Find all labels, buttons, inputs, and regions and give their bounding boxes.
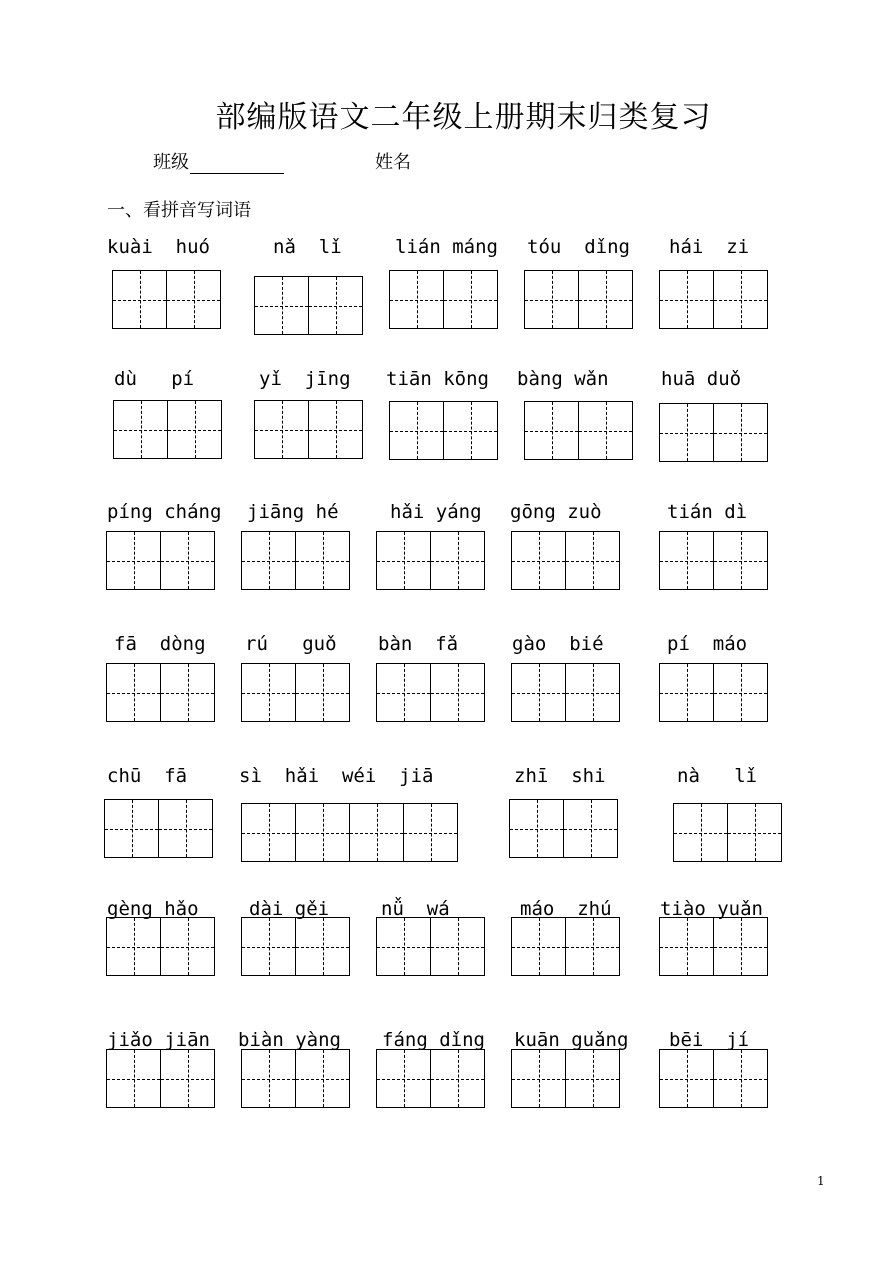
writing-grid[interactable]: [659, 270, 768, 329]
character-cell[interactable]: [168, 400, 222, 459]
pinyin-label: huā duǒ: [661, 368, 742, 390]
character-cell[interactable]: [242, 917, 296, 976]
writing-grid[interactable]: [241, 531, 350, 590]
writing-grid[interactable]: [511, 917, 620, 976]
character-cell[interactable]: [431, 663, 485, 722]
writing-grid[interactable]: [659, 1049, 768, 1108]
pinyin-label: rú guǒ: [245, 633, 337, 655]
character-cell[interactable]: [167, 270, 221, 329]
character-cell[interactable]: [579, 401, 633, 460]
pinyin-label: nà lǐ: [677, 765, 758, 787]
character-cell[interactable]: [431, 1049, 485, 1108]
character-cell[interactable]: [674, 803, 728, 862]
pinyin-label: jiǎo jiān: [107, 1029, 210, 1051]
character-cell[interactable]: [444, 270, 498, 329]
pinyin-label: fā dòng: [114, 633, 206, 655]
writing-grid[interactable]: [106, 917, 215, 976]
character-cell[interactable]: [296, 803, 350, 862]
pinyin-label: kuài huó: [107, 236, 210, 258]
class-blank[interactable]: [190, 155, 284, 174]
character-cell[interactable]: [377, 917, 431, 976]
character-cell[interactable]: [161, 917, 215, 976]
character-cell[interactable]: [510, 799, 564, 858]
writing-grid[interactable]: [113, 400, 222, 459]
character-cell[interactable]: [404, 803, 458, 862]
character-cell[interactable]: [107, 1049, 161, 1108]
page-title: 部编版语文二年级上册期末归类复习: [215, 100, 712, 135]
character-cell[interactable]: [105, 799, 159, 858]
pinyin-label: gōng zuò: [510, 501, 602, 523]
writing-grid[interactable]: [106, 663, 215, 722]
writing-grid[interactable]: [524, 270, 633, 329]
character-cell[interactable]: [377, 663, 431, 722]
pinyin-label: hǎi yáng: [390, 501, 482, 523]
character-cell[interactable]: [525, 401, 579, 460]
character-cell[interactable]: [566, 1049, 620, 1108]
writing-grid[interactable]: [241, 917, 350, 976]
writing-grid[interactable]: [389, 270, 498, 329]
character-cell[interactable]: [296, 663, 350, 722]
pinyin-label: bàng wǎn: [517, 368, 609, 390]
character-cell[interactable]: [660, 1049, 714, 1108]
pinyin-label: nǚ wá: [381, 898, 450, 920]
pinyin-label: pí máo: [667, 633, 748, 655]
character-cell[interactable]: [390, 401, 444, 460]
pinyin-label: zhī shi: [514, 765, 606, 787]
pinyin-label: hái zi: [669, 236, 750, 258]
character-cell[interactable]: [107, 663, 161, 722]
character-cell[interactable]: [114, 400, 168, 459]
pinyin-label: kuān guǎng: [514, 1029, 629, 1051]
character-cell[interactable]: [107, 531, 161, 590]
class-field: [153, 148, 284, 174]
writing-grid[interactable]: [659, 917, 768, 976]
writing-grid[interactable]: [673, 803, 782, 862]
pinyin-label: gào bié: [512, 633, 604, 655]
character-cell[interactable]: [309, 400, 363, 459]
character-cell[interactable]: [714, 270, 768, 329]
pinyin-label: máo zhú: [520, 898, 612, 920]
character-cell[interactable]: [579, 270, 633, 329]
writing-grid[interactable]: [376, 531, 485, 590]
writing-grid[interactable]: [376, 917, 485, 976]
character-cell[interactable]: [512, 1049, 566, 1108]
writing-grid[interactable]: [254, 276, 363, 335]
pinyin-label: tóu dǐng: [527, 236, 630, 258]
character-cell[interactable]: [255, 400, 309, 459]
writing-grid[interactable]: [389, 401, 498, 460]
pinyin-label: sì hǎi wéi jiā: [239, 765, 434, 787]
character-cell[interactable]: [660, 917, 714, 976]
writing-grid[interactable]: [659, 663, 768, 722]
character-cell[interactable]: [566, 663, 620, 722]
character-cell[interactable]: [296, 1049, 350, 1108]
character-cell[interactable]: [525, 270, 579, 329]
character-cell[interactable]: [566, 917, 620, 976]
character-cell[interactable]: [159, 799, 213, 858]
character-cell[interactable]: [714, 403, 768, 462]
pinyin-label: tiào yuǎn: [660, 898, 763, 920]
writing-grid[interactable]: [376, 1049, 485, 1108]
pinyin-label: fáng dǐng: [382, 1029, 485, 1051]
character-cell[interactable]: [512, 531, 566, 590]
character-cell[interactable]: [431, 531, 485, 590]
character-cell[interactable]: [296, 531, 350, 590]
writing-grid[interactable]: [112, 270, 221, 329]
pinyin-label: bàn fǎ: [378, 633, 459, 655]
writing-grid[interactable]: [511, 531, 620, 590]
character-cell[interactable]: [512, 917, 566, 976]
character-cell[interactable]: [566, 531, 620, 590]
writing-grid[interactable]: [241, 803, 458, 862]
character-cell[interactable]: [728, 803, 782, 862]
character-cell[interactable]: [377, 1049, 431, 1108]
pinyin-label: biàn yàng: [238, 1029, 341, 1051]
pinyin-label: bēi jí: [669, 1029, 750, 1051]
writing-grid[interactable]: [241, 663, 350, 722]
character-cell[interactable]: [660, 270, 714, 329]
character-cell[interactable]: [660, 663, 714, 722]
writing-grid[interactable]: [376, 663, 485, 722]
pinyin-label: tián dì: [667, 501, 748, 523]
character-cell[interactable]: [161, 531, 215, 590]
writing-grid[interactable]: [104, 799, 213, 858]
character-cell[interactable]: [161, 663, 215, 722]
character-cell[interactable]: [242, 1049, 296, 1108]
character-cell[interactable]: [242, 663, 296, 722]
character-cell[interactable]: [255, 276, 309, 335]
name-label: 姓名: [375, 152, 411, 173]
character-cell[interactable]: [660, 531, 714, 590]
character-cell[interactable]: [714, 531, 768, 590]
character-cell[interactable]: [564, 799, 618, 858]
character-cell[interactable]: [309, 276, 363, 335]
writing-grid[interactable]: [254, 400, 363, 459]
character-cell[interactable]: [714, 663, 768, 722]
writing-grid[interactable]: [241, 1049, 350, 1108]
pinyin-label: dài gěi: [249, 898, 330, 920]
character-cell[interactable]: [113, 270, 167, 329]
writing-grid[interactable]: [659, 531, 768, 590]
writing-grid[interactable]: [511, 663, 620, 722]
pinyin-label: chū fā: [107, 765, 188, 787]
pinyin-label: dù pí: [114, 368, 195, 390]
character-cell[interactable]: [350, 803, 404, 862]
writing-grid[interactable]: [511, 1049, 620, 1108]
pinyin-label: jiāng hé: [247, 501, 339, 523]
pinyin-label: nǎ lǐ: [273, 236, 342, 258]
writing-grid[interactable]: [524, 401, 633, 460]
character-cell[interactable]: [161, 1049, 215, 1108]
character-cell[interactable]: [242, 531, 296, 590]
character-cell[interactable]: [107, 917, 161, 976]
character-cell[interactable]: [390, 270, 444, 329]
pinyin-label: gèng hǎo: [107, 898, 199, 920]
character-cell[interactable]: [242, 803, 296, 862]
character-cell[interactable]: [444, 401, 498, 460]
character-cell[interactable]: [512, 663, 566, 722]
writing-grid[interactable]: [659, 403, 768, 462]
writing-grid[interactable]: [509, 799, 618, 858]
writing-grid[interactable]: [106, 531, 215, 590]
pinyin-label: yǐ jīng: [259, 368, 351, 390]
page-number: 1: [817, 1174, 825, 1188]
pinyin-label: píng cháng: [107, 501, 222, 523]
character-cell[interactable]: [431, 917, 485, 976]
character-cell[interactable]: [377, 531, 431, 590]
pinyin-label: tiān kōng: [386, 368, 489, 390]
pinyin-label: lián máng: [395, 236, 498, 258]
character-cell[interactable]: [714, 1049, 768, 1108]
character-cell[interactable]: [296, 917, 350, 976]
character-cell[interactable]: [714, 917, 768, 976]
writing-grid[interactable]: [106, 1049, 215, 1108]
class-label: 班级: [153, 152, 189, 173]
character-cell[interactable]: [660, 403, 714, 462]
section-heading: 一、看拼音写词语: [107, 200, 251, 221]
